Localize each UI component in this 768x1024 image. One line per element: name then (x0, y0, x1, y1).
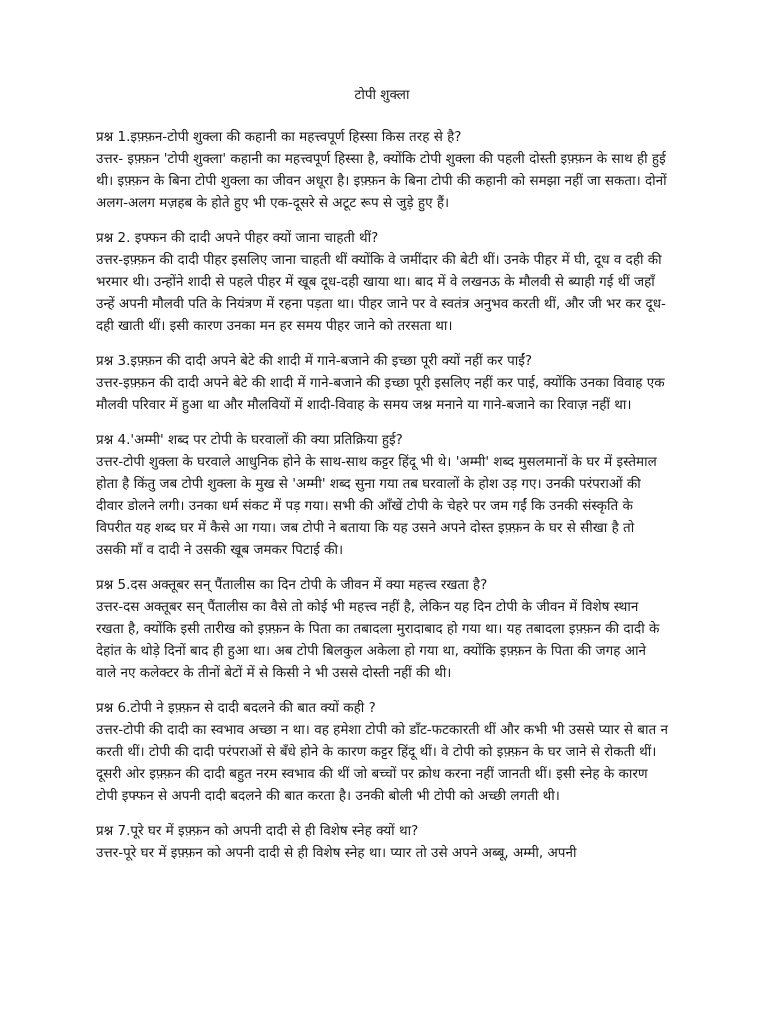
answer-2: उत्तर-इफ़्फ़न की दादी पीहर इसलिए जाना चाहती थीं क्योंकि वे जमींदार की बेटी थीं। उनके पीहर में घी, दूध व दही की भरमार थी। उन्होंने शादी से पहले पीहर में खूब दूध-दही खाया था। बाद में वे लखनऊ के मौलवी से ब्याही गई थीं जहाँ उन्हें अपनी मौलवी पति के नियंत्रण में रहना पड़ता था। पीहर जाने पर वे स्वतंत्र अनुभव करती थीं, और जी भर कर दूध-दही खाती थीं। इसी कारण उनका मन हर समय पीहर जाने को तरसता था। (96, 252, 666, 334)
qa-block-1 (96, 126, 668, 214)
document-title: टोपी शुक्ला (354, 87, 410, 103)
answer-7: उत्तर-पूरे घर में इफ़्फ़न को अपनी दादी से ही विशेष स्नेह था। प्यार तो उसे अपने अब्बू, अम्मी, अपनी (96, 845, 577, 861)
question-4: प्रश्न 4.'अम्मी' शब्द पर टोपी के घरवालों की क्या प्रतिक्रिया हुई? (96, 432, 403, 448)
qa-block-5 (96, 574, 668, 684)
answer-4: उत्तर-टोपी शुक्ला के घरवाले आधुनिक होने के साथ-साथ कट्टर हिंदू भी थे। 'अम्मी' शब्द मुसलमानों के घर में इस्तेमाल होता है किंतु जब टोपी शुक्ला के मुख से 'अम्मी' शब्द सुना गया तब घरवालों के होश उड़ गए। उनकी परंपराओं की दीवार डोलने लगी। उनका धर्म संकट में पड़ गया। सभी की आँखें टोपी के चेहरे पर जम गईं कि उनकी संस्कृति के विपरीत यह शब्द घर में कैसे आ गया। जब टोपी ने बताया कि यह उसने अपने दोस्त इफ़्फ़न के घर से सीखा है तो उसकी माँ व दादी ने उसकी खूब जमकर पिटाई की। (96, 454, 657, 558)
answer-6: उत्तर-टोपी की दादी का स्वभाव अच्छा न था। वह हमेशा टोपी को डाँट-फटकारती थीं और कभी भी उससे प्यार से बात न करती थीं। टोपी की दादी परंपराओं से बँधे होने के कारण कट्टर हिंदू थीं। वे टोपी को इफ़्फ़न के घर जाने से रोकती थीं। दूसरी ओर इफ़्फ़न की दादी बहुत नरम स्वभाव की थीं जो बच्चों पर क्रोध करना नहीं जानती थीं। इसी स्नेह के कारण टोपी इफ्फन से अपनी दादी बदलने की बात करता है। उनकी बोली भी टोपी को अच्छी लगती थी। (96, 722, 668, 804)
answer-5: उत्तर-दस अक्तूबर सन् पैंतालीस का वैसे तो कोई भी महत्त्व नहीं है, लेकिन यह दिन टोपी के जीवन में विशेष स्थान रखता है, क्योंकि इसी तारीख को इफ़्फ़न के पिता का तबादला मुरादाबाद हो गया था। यह तबादला इफ़्फ़न की दादी के देहांत के थोड़े दिनों बाद ही हुआ था। अब टोपी बिलकुल अकेला हो गया था, क्योंकि इफ़्फ़न के पिता की जगह आने वाले नए कलेक्टर के तीनों बेटों में से किसी ने भी उससे दोस्ती नहीं की थी। (96, 599, 660, 681)
qa-block-4 (96, 429, 668, 561)
question-3: प्रश्न 3.इफ़्फ़न की दादी अपने बेटे की शादी में गाने-बजाने की इच्छा पूरी क्यों नहीं कर पाईं? (96, 353, 533, 369)
answer-3: उत्तर-इफ़्फ़न की दादी अपने बेटे की शादी में गाने-बजाने की इच्छा पूरी इसलिए नहीं कर पाई, क्योंकि उनका विवाह एक मौलवी परिवार में हुआ था और मौलवियों में शादी-विवाह के समय जश्न मनाने या गाने-बजाने का रिवाज़ नहीं था। (96, 375, 665, 413)
answer-1: उत्तर- इफ़्फ़न 'टोपी शुक्ला' कहानी का महत्त्वपूर्ण हिस्सा है, क्योंकि टोपी शुक्ला की पहली दोस्ती इफ़्फ़न के साथ ही हुई थी। इफ़्फ़न के बिना टोपी शुक्ला का जीवन अधूरा है। इफ़्फ़न के बिना टोपी की कहानी को समझा नहीं जा सकता। दोनों अलग-अलग मज़हब के होते हुए भी एक-दूसरे से अटूट रूप से जुड़े हुए हैं। (96, 151, 667, 211)
question-1: प्रश्न 1.इफ़्फ़न-टोपी शुक्ला की कहानी का महत्त्वपूर्ण हिस्सा किस तरह से है? (96, 129, 462, 145)
question-5: प्रश्न 5.दस अक्तूबर सन् पैंतालीस का दिन टोपी के जीवन में क्या महत्त्व रखता है? (96, 577, 488, 593)
qa-block-7 (96, 820, 668, 864)
question-6: प्रश्न 6.टोपी ने इफ़्फ़न से दादी बदलने की बात क्यों कही ? (96, 700, 376, 716)
qa-block-3 (96, 350, 668, 416)
question-2: प्रश्न 2. इफ्फन की दादी अपने पीहर क्यों जाना चाहती थीं? (96, 230, 379, 246)
qa-block-2 (96, 227, 668, 337)
qa-block-6 (96, 697, 668, 807)
question-7: प्रश्न 7.पूरे घर में इफ़्फ़न को अपनी दादी से ही विशेष स्नेह क्यों था? (96, 823, 419, 839)
